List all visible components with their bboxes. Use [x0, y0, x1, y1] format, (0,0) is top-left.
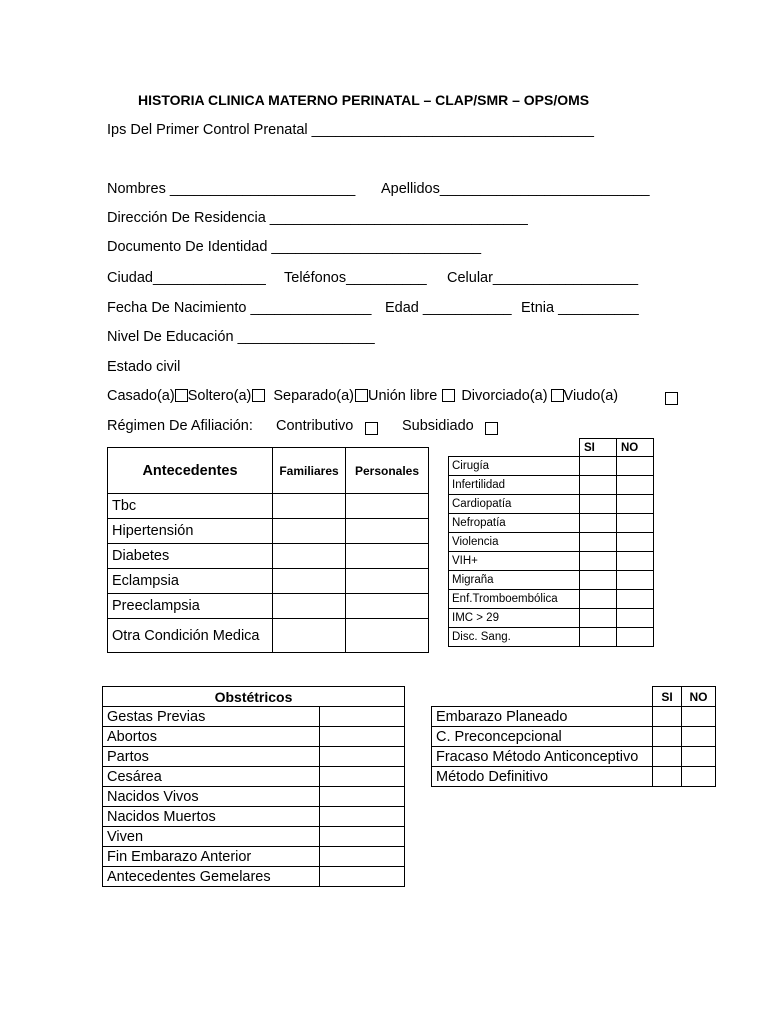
- antecedente-row-label: Otra Condición Medica: [108, 619, 273, 653]
- divorciado-checkbox[interactable]: [551, 389, 564, 402]
- no-cell[interactable]: [617, 457, 654, 476]
- si-cell[interactable]: [580, 590, 617, 609]
- obstetricos-table: [102, 686, 405, 887]
- no-cell[interactable]: [617, 571, 654, 590]
- contributivo-checkbox[interactable]: [365, 422, 378, 435]
- regimen-label: Régimen De Afiliación:: [107, 418, 253, 434]
- personales-cell[interactable]: [346, 544, 429, 569]
- obstetrico-label: Nacidos Muertos: [103, 807, 320, 827]
- ciudad-field[interactable]: Ciudad______________: [107, 270, 266, 286]
- personales-header: Personales: [346, 448, 429, 494]
- documento-field[interactable]: Documento De Identidad __________________________: [107, 239, 482, 255]
- si-cell[interactable]: [653, 727, 682, 747]
- si-cell[interactable]: [580, 533, 617, 552]
- union-checkbox[interactable]: [442, 389, 455, 402]
- embarazo-label: Fracaso Método Anticonceptivo: [432, 747, 653, 767]
- antecedente-row-label: Eclampsia: [108, 569, 273, 594]
- union-label: Unión libre: [367, 388, 438, 404]
- embarazo-label: Método Definitivo: [432, 767, 653, 787]
- condicion-label: Disc. Sang.: [449, 628, 580, 647]
- condicion-label: Enf.Tromboembólica: [449, 590, 580, 609]
- antecedentes-table: [107, 447, 429, 653]
- obstetrico-value-cell[interactable]: [320, 827, 405, 847]
- antecedente-row-label: Hipertensión: [108, 519, 273, 544]
- obstetrico-value-cell[interactable]: [320, 867, 405, 887]
- nombres-field[interactable]: Nombres _______________________: [107, 181, 356, 197]
- obstetrico-value-cell[interactable]: [320, 807, 405, 827]
- condicion-label: Migraña: [449, 571, 580, 590]
- no-cell[interactable]: [617, 628, 654, 647]
- condicion-label: VIH+: [449, 552, 580, 571]
- no-cell[interactable]: [617, 552, 654, 571]
- edad-field[interactable]: Edad ___________: [385, 300, 512, 316]
- casado-checkbox[interactable]: [175, 389, 188, 402]
- no-cell[interactable]: [617, 533, 654, 552]
- si-header: SI: [580, 439, 617, 457]
- fecha-nacimiento-field[interactable]: Fecha De Nacimiento _______________: [107, 300, 372, 316]
- subsidiado-checkbox[interactable]: [485, 422, 498, 435]
- estado-civil-label: Estado civil: [107, 359, 181, 375]
- no-cell[interactable]: [682, 747, 716, 767]
- embarazo-label: C. Preconcepcional: [432, 727, 653, 747]
- embarazo-table: [431, 686, 716, 787]
- nivel-educacion-field[interactable]: Nivel De Educación _________________: [107, 329, 375, 345]
- obstetrico-label: Cesárea: [103, 767, 320, 787]
- si-cell[interactable]: [580, 514, 617, 533]
- page-title: HISTORIA CLINICA MATERNO PERINATAL – CLAP/SMR – OPS/OMS: [138, 92, 590, 108]
- familiares-cell[interactable]: [273, 569, 346, 594]
- condicion-label: Cirugía: [449, 457, 580, 476]
- obstetrico-value-cell[interactable]: [320, 747, 405, 767]
- antecedente-row-label: Tbc: [108, 494, 273, 519]
- obstetrico-label: Antecedentes Gemelares: [103, 867, 320, 887]
- si-cell[interactable]: [653, 747, 682, 767]
- si-cell[interactable]: [653, 767, 682, 787]
- apellidos-field[interactable]: Apellidos__________________________: [381, 181, 650, 197]
- condicion-label: Cardiopatía: [449, 495, 580, 514]
- embarazo-label: Embarazo Planeado: [432, 707, 653, 727]
- obstetrico-label: Gestas Previas: [103, 707, 320, 727]
- contributivo-label: Contributivo: [276, 418, 354, 434]
- personales-cell[interactable]: [346, 569, 429, 594]
- separado-label: Separado(a): [273, 388, 354, 404]
- antecedentes-header: Antecedentes: [108, 448, 273, 494]
- no-cell[interactable]: [617, 514, 654, 533]
- obstetrico-label: Abortos: [103, 727, 320, 747]
- personales-cell[interactable]: [346, 594, 429, 619]
- familiares-cell[interactable]: [273, 544, 346, 569]
- obstetrico-label: Fin Embarazo Anterior: [103, 847, 320, 867]
- si-header: SI: [653, 687, 682, 707]
- obstetrico-label: Viven: [103, 827, 320, 847]
- no-cell[interactable]: [617, 590, 654, 609]
- obstetricos-header: Obstétricos: [103, 687, 405, 707]
- obstetrico-value-cell[interactable]: [320, 707, 405, 727]
- antecedente-row-label: Preeclampsia: [108, 594, 273, 619]
- soltero-label: Soltero(a): [187, 388, 252, 404]
- si-cell[interactable]: [580, 476, 617, 495]
- no-cell[interactable]: [682, 767, 716, 787]
- viudo-checkbox[interactable]: [665, 392, 678, 405]
- celular-field[interactable]: Celular__________________: [447, 270, 639, 286]
- no-cell[interactable]: [617, 609, 654, 628]
- obstetrico-label: Partos: [103, 747, 320, 767]
- personales-cell[interactable]: [346, 494, 429, 519]
- obstetrico-value-cell[interactable]: [320, 767, 405, 787]
- si-cell[interactable]: [580, 457, 617, 476]
- si-cell[interactable]: [580, 628, 617, 647]
- familiares-cell[interactable]: [273, 494, 346, 519]
- divorciado-label: Divorciado(a): [461, 388, 548, 404]
- familiares-header: Familiares: [273, 448, 346, 494]
- ips-field[interactable]: Ips Del Primer Control Prenatal ___________________________________: [107, 122, 594, 138]
- no-cell[interactable]: [617, 476, 654, 495]
- no-cell[interactable]: [617, 495, 654, 514]
- direccion-field[interactable]: Dirección De Residencia ________________________________: [107, 210, 528, 226]
- personales-cell[interactable]: [346, 619, 429, 653]
- separado-checkbox[interactable]: [355, 389, 368, 402]
- no-cell[interactable]: [682, 707, 716, 727]
- obstetrico-value-cell[interactable]: [320, 847, 405, 867]
- antecedente-row-label: Diabetes: [108, 544, 273, 569]
- condiciones-table: [448, 438, 654, 647]
- condicion-label: Infertilidad: [449, 476, 580, 495]
- no-header: NO: [617, 439, 654, 457]
- personales-cell[interactable]: [346, 519, 429, 544]
- obstetrico-value-cell[interactable]: [320, 727, 405, 747]
- condicion-label: Nefropatía: [449, 514, 580, 533]
- si-cell[interactable]: [580, 495, 617, 514]
- si-cell[interactable]: [580, 571, 617, 590]
- soltero-checkbox[interactable]: [252, 389, 265, 402]
- telefonos-field[interactable]: Teléfonos__________: [284, 270, 427, 286]
- subsidiado-label: Subsidiado: [402, 418, 474, 434]
- si-cell[interactable]: [653, 707, 682, 727]
- no-cell[interactable]: [682, 727, 716, 747]
- familiares-cell[interactable]: [273, 519, 346, 544]
- no-header: NO: [682, 687, 716, 707]
- estado-civil-options: [107, 388, 618, 404]
- familiares-cell[interactable]: [273, 594, 346, 619]
- casado-label: Casado(a): [107, 388, 175, 404]
- si-cell[interactable]: [580, 609, 617, 628]
- familiares-cell[interactable]: [273, 619, 346, 653]
- obstetrico-value-cell[interactable]: [320, 787, 405, 807]
- condicion-label: Violencia: [449, 533, 580, 552]
- viudo-label: Viudo(a): [563, 388, 619, 404]
- si-cell[interactable]: [580, 552, 617, 571]
- condicion-label: IMC > 29: [449, 609, 580, 628]
- etnia-field[interactable]: Etnia __________: [521, 300, 639, 316]
- obstetrico-label: Nacidos Vivos: [103, 787, 320, 807]
